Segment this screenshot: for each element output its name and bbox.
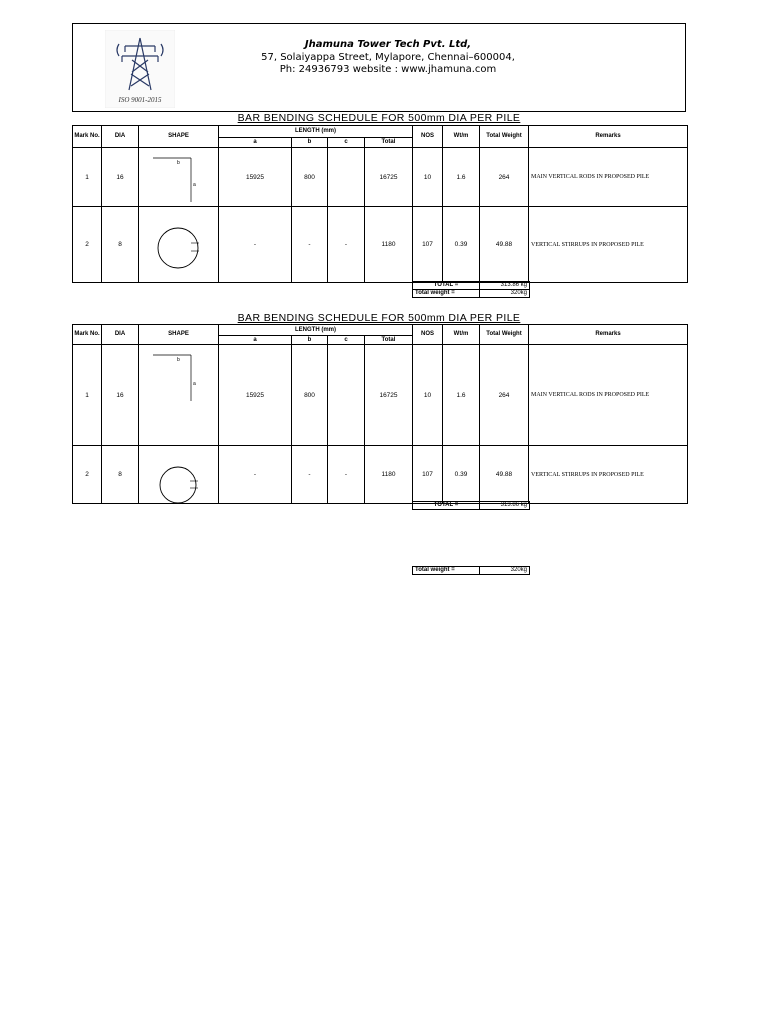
table-row <box>73 148 688 207</box>
remarks-cell: MAIN VERTICAL RODS IN PROPOSED PILE <box>529 345 688 446</box>
header-mark-no: Mark No. <box>73 325 102 345</box>
mark-cell: 1 <box>73 345 102 446</box>
length-c-cell: - <box>328 207 365 283</box>
header-mark-no: Mark No. <box>73 126 102 148</box>
length-a-cell: 15925 <box>219 148 292 207</box>
mark-cell: 2 <box>73 207 102 283</box>
remarks-cell: MAIN VERTICAL RODS IN PROPOSED PILE <box>529 148 688 207</box>
shape-label-b: b <box>177 160 180 166</box>
shape-label-a: a <box>193 182 196 188</box>
nos-cell: 10 <box>413 148 443 207</box>
nos-cell: 10 <box>413 345 443 446</box>
total-weight-label: Total weight = <box>413 567 480 575</box>
wtm-cell: 0.39 <box>443 446 480 504</box>
mark-cell: 1 <box>73 148 102 207</box>
nos-cell: 107 <box>413 446 443 504</box>
schedule-title: BAR BENDING SCHEDULE FOR 500mm DIA PER PILE <box>237 312 521 324</box>
length-total-cell: 1180 <box>365 446 413 504</box>
circular-stirrup-shape-icon <box>139 207 219 282</box>
total-label: TOTAL = <box>413 282 480 290</box>
dia-cell: 8 <box>102 446 139 504</box>
header-shape: SHAPE <box>139 126 219 148</box>
total-weight-value: 320kg <box>480 290 530 298</box>
total-value: 313.86 kg <box>480 502 530 510</box>
table-row <box>73 446 688 504</box>
shape-cell <box>139 345 219 446</box>
header-remarks: Remarks <box>529 325 688 345</box>
header-wtm: Wt/m <box>443 325 480 345</box>
length-c-cell <box>328 148 365 207</box>
circular-stirrup-shape-icon <box>139 446 219 503</box>
wtm-cell: 0.39 <box>443 207 480 283</box>
bar-bending-schedule-table <box>72 324 688 504</box>
dia-cell: 16 <box>102 148 139 207</box>
l-bar-shape-icon <box>139 345 219 445</box>
header-a: a <box>219 336 292 345</box>
wtm-cell: 1.6 <box>443 148 480 207</box>
remarks-cell: VERTICAL STIRRUPS IN PROPOSED PILE <box>529 446 688 504</box>
total-label: TOTAL = <box>413 502 480 510</box>
header-length: LENGTH (mm) <box>219 325 413 336</box>
table-row <box>73 207 688 283</box>
company-info <box>223 39 553 77</box>
length-a-cell: 15925 <box>219 345 292 446</box>
header-dia: DIA <box>102 325 139 345</box>
totals-box <box>412 501 530 510</box>
length-c-cell <box>328 345 365 446</box>
length-b-cell: - <box>292 207 328 283</box>
nos-cell: 107 <box>413 207 443 283</box>
total-value: 313.86 kg <box>480 282 530 290</box>
length-a-cell: - <box>219 207 292 283</box>
header-nos: NOS <box>413 126 443 148</box>
header-shape: SHAPE <box>139 325 219 345</box>
dia-cell: 16 <box>102 345 139 446</box>
l-bar-shape-icon <box>139 148 219 206</box>
header-b: b <box>292 336 328 345</box>
shape-cell <box>139 148 219 207</box>
tower-logo <box>105 30 175 108</box>
header-length: LENGTH (mm) <box>219 126 413 138</box>
header-total-weight: Total Weight <box>480 325 529 345</box>
header-nos: NOS <box>413 325 443 345</box>
length-c-cell: - <box>328 446 365 504</box>
header-remarks: Remarks <box>529 126 688 148</box>
company-name: Jhamuna Tower Tech Pvt. Ltd, <box>304 39 472 50</box>
total-weight-cell: 49.88 <box>480 446 529 504</box>
length-total-cell: 1180 <box>365 207 413 283</box>
dia-cell: 8 <box>102 207 139 283</box>
company-contact: Ph: 24936793 website : www.jhamuna.com <box>279 64 497 75</box>
mark-cell: 2 <box>73 446 102 504</box>
header-wtm: Wt/m <box>443 126 480 148</box>
wtm-cell: 1.6 <box>443 345 480 446</box>
shape-label-a: a <box>193 381 196 387</box>
total-weight-cell: 264 <box>480 148 529 207</box>
shape-cell <box>139 207 219 283</box>
header-dia: DIA <box>102 126 139 148</box>
company-address: 57, Solaiyappa Street, Mylapore, Chennai–600004, <box>261 51 515 63</box>
bar-bending-schedule-table <box>72 125 688 283</box>
header-a: a <box>219 138 292 148</box>
header-total-weight: Total Weight <box>480 126 529 148</box>
shape-cell <box>139 446 219 504</box>
header-b: b <box>292 138 328 148</box>
iso-certification-label: ISO 9001-2015 <box>118 96 162 104</box>
header-c: c <box>328 138 365 148</box>
length-total-cell: 16725 <box>365 345 413 446</box>
length-b-cell: - <box>292 446 328 504</box>
total-weight-cell: 49.88 <box>480 207 529 283</box>
header-total: Total <box>365 336 413 345</box>
total-weight-label: Total weight = <box>413 290 480 298</box>
header-total: Total <box>365 138 413 148</box>
shape-label-b: b <box>177 357 180 363</box>
tower-icon <box>105 30 175 108</box>
length-a-cell: - <box>219 446 292 504</box>
company-header <box>72 23 686 112</box>
total-weight-box <box>412 566 530 575</box>
length-b-cell: 800 <box>292 345 328 446</box>
header-c: c <box>328 336 365 345</box>
length-total-cell: 16725 <box>365 148 413 207</box>
length-b-cell: 800 <box>292 148 328 207</box>
totals-box <box>412 281 530 298</box>
schedule-title: BAR BENDING SCHEDULE FOR 500mm DIA PER PILE <box>237 112 521 124</box>
table-row <box>73 345 688 446</box>
remarks-cell: VERTICAL STIRRUPS IN PROPOSED PILE <box>529 207 688 283</box>
total-weight-value: 320kg <box>480 567 530 575</box>
total-weight-cell: 264 <box>480 345 529 446</box>
